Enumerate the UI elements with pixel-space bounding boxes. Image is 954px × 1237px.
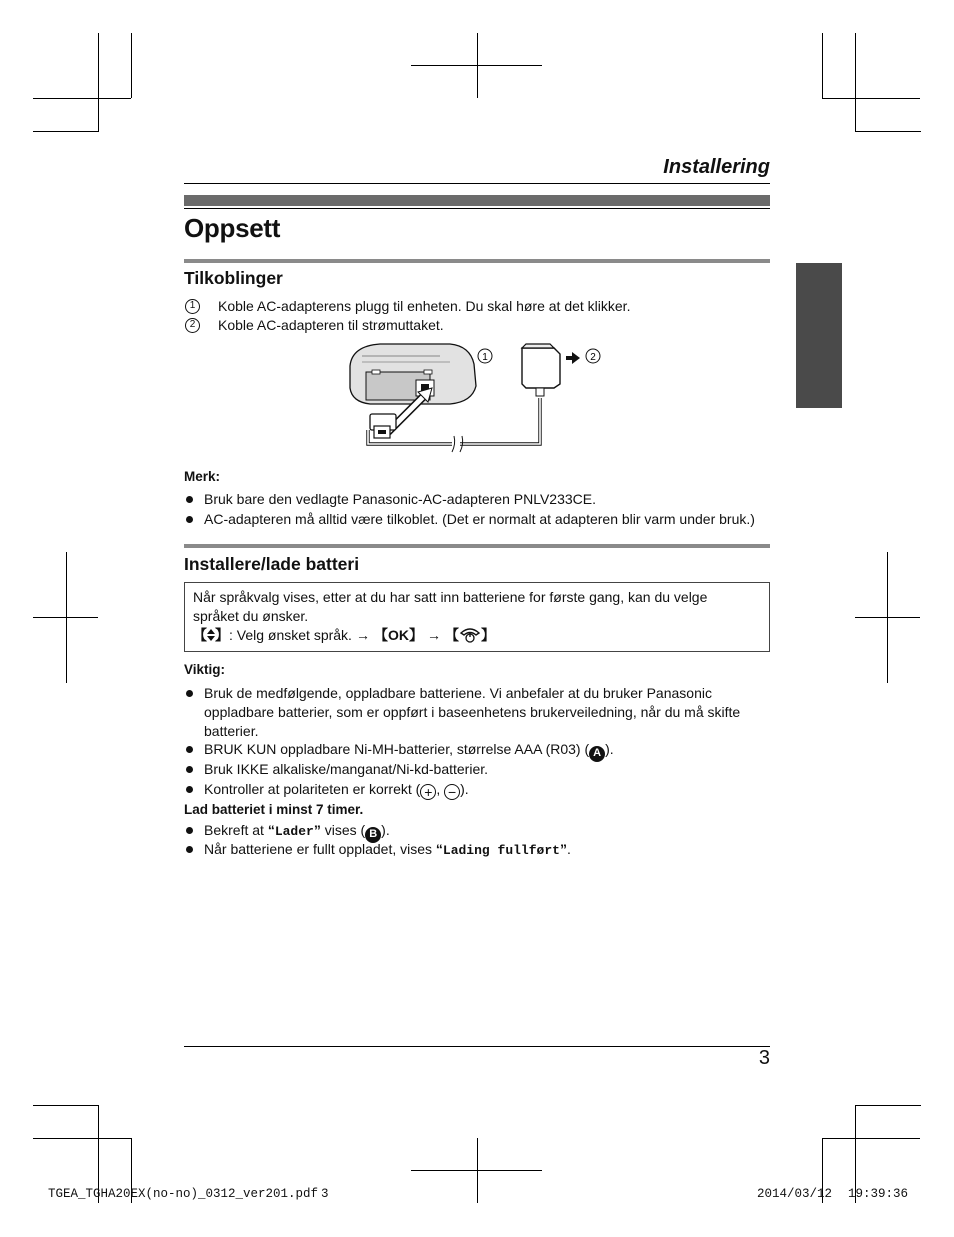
- note-item-2: AC-adapteren må alltid være tilkoblet. (Det er normalt at adapteren blir varm under bruk.): [184, 510, 770, 529]
- bullet-dot: [186, 690, 193, 697]
- title-bar: [184, 195, 770, 206]
- bullet-dot: [186, 516, 193, 523]
- print-time: 19:39:36: [848, 1187, 909, 1201]
- step-number-2: 2: [185, 318, 200, 333]
- bullet-dot: [186, 496, 193, 503]
- footer-rule: [184, 1046, 770, 1047]
- power-phone-icon: [459, 627, 481, 643]
- important-item-3: Bruk IKKE alkaliske/manganat/Ni-kd-batterier.: [184, 760, 770, 779]
- display-text-lader: Lader: [274, 824, 314, 839]
- nav-key: 【 】: [193, 627, 229, 643]
- section-header: Installering: [663, 156, 770, 178]
- figure-label-plug: 1: [482, 352, 488, 363]
- display-text-lading-fullfort: Lading fullført: [442, 843, 560, 858]
- important-title: Viktig:: [184, 662, 226, 677]
- charge-item-2: Når batteriene er fullt oppladet, vises “Lading fullført”.: [184, 840, 770, 860]
- step-text-1: Koble AC-adapterens plugg til enheten. Du skal høre at det klikker.: [218, 298, 631, 314]
- bullet-dot: [186, 766, 193, 773]
- up-down-arrow-icon: [207, 629, 215, 641]
- page-title: Oppsett: [184, 213, 281, 243]
- plus-polarity-icon: +: [420, 784, 436, 800]
- box-line-2: språket du ønsker.: [193, 607, 309, 624]
- ok-key: 【OK】: [373, 627, 423, 643]
- important-item-4: Kontroller at polariteten er korrekt ( + , − ).: [184, 780, 770, 800]
- bullet-dot: [186, 786, 193, 793]
- connection-step-1: [184, 298, 630, 314]
- bullet-dot: [186, 827, 193, 834]
- box-line-1: Når språkvalg vises, etter at du har satt inn batteriene for første gang, kan du velge: [193, 589, 708, 605]
- print-date: 2014/03/12: [757, 1187, 833, 1201]
- note-title: Merk:: [184, 469, 221, 484]
- language-selection-box: [184, 582, 770, 652]
- subsection-bar-connections: [184, 259, 770, 263]
- arrow-right-icon: →: [426, 627, 441, 643]
- chapter-tab: [796, 263, 842, 408]
- nav-text: : Velg ønsket språk.: [229, 627, 352, 643]
- title-rule: [184, 208, 770, 209]
- bullet-dot: [186, 846, 193, 853]
- subsection-bar-battery: [184, 544, 770, 548]
- subsection-title-battery: Installere/lade batteri: [184, 554, 360, 574]
- label-b-icon: B: [365, 827, 381, 843]
- minus-polarity-icon: −: [444, 784, 460, 800]
- arrow-right-icon: →: [355, 627, 370, 643]
- print-page: 3: [321, 1187, 329, 1201]
- charge-title: Lad batteriet i minst 7 timer.: [184, 802, 364, 817]
- connection-step-2: [184, 317, 444, 333]
- page-number: 3: [758, 1047, 770, 1069]
- box-nav-line: [193, 626, 753, 645]
- note-item-1: Bruk bare den vedlagte Panasonic-AC-adapteren PNLV233CE.: [184, 490, 770, 509]
- subsection-title-connections: Tilkoblinger: [184, 268, 283, 288]
- figure-label-outlet: 2: [590, 352, 596, 363]
- header-rule: [184, 183, 770, 184]
- step-text-2: Koble AC-adapteren til strømuttaket.: [218, 317, 444, 333]
- important-item-1: Bruk de medfølgende, oppladbare batteriene. Vi anbefaler at du bruker Panasonic oppladbare batterier, som er oppført i baseenhetens brukerveiledning, når du må skifte batterier.: [184, 684, 770, 741]
- label-a-icon: A: [589, 746, 605, 762]
- step-number-1: 1: [185, 299, 200, 314]
- off-key: 【 】: [444, 627, 495, 643]
- print-file-name: TGEA_TGHA20EX(no-no)_0312_ver201.pdf: [48, 1187, 319, 1201]
- ac-adapter-connection-illustration: [340, 338, 620, 458]
- bullet-dot: [186, 746, 193, 753]
- important-item-2: BRUK KUN oppladbare Ni-MH-batterier, størrelse AAA (R03) ( A ).: [184, 740, 770, 762]
- charge-item-1: Bekreft at “Lader” vises ( B ).: [184, 821, 770, 843]
